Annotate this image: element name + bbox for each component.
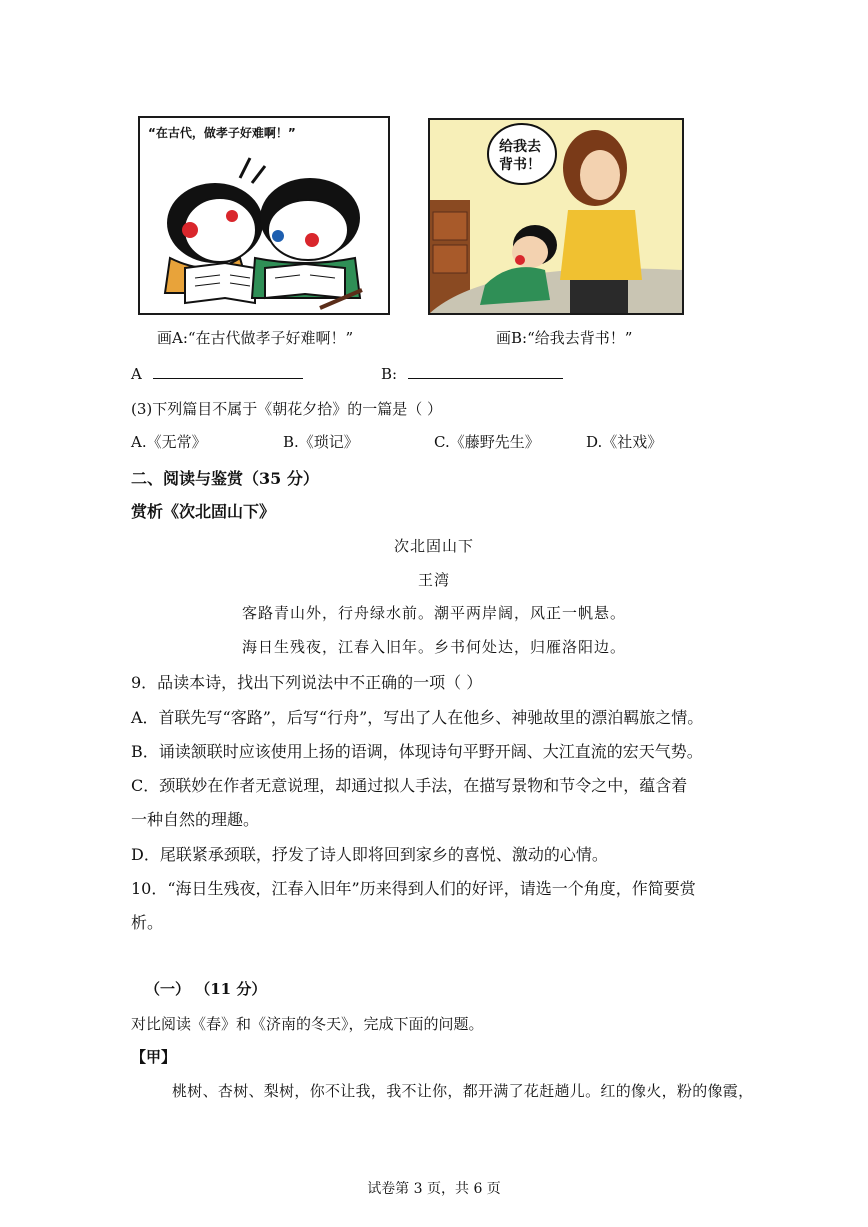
answer-blank-b-label: B:	[381, 365, 398, 383]
q9-option-d: D．尾联紧承颈联，抒发了诗人即将回到家乡的喜悦、激动的心情。	[131, 845, 608, 864]
panel-a-illustration	[140, 118, 388, 313]
panel-b-speech-line2: 背书！	[499, 157, 541, 173]
q9-option-c-line2: 一种自然的理趣。	[131, 810, 260, 829]
q10-line2: 析。	[131, 913, 164, 932]
panel-b-speech-line1: 给我去	[499, 139, 541, 155]
answer-blank-a	[131, 364, 303, 383]
comic-panel-b	[428, 118, 684, 315]
section-subheading: 赏析《次北固山下》	[131, 502, 276, 521]
q9-stem: 9．品读本诗，找出下列说法中不正确的一项（ ）	[131, 673, 483, 692]
panel-a-caption: 画A:“在古代做孝子好难啊！”	[157, 329, 354, 347]
part1-intro: 对比阅读《春》和《济南的冬天》，完成下面的问题。	[131, 1015, 484, 1033]
q10-line1: 10．“海日生残夜，江春入旧年”历来得到人们的好评，请选一个角度，作简要赏	[131, 879, 696, 898]
poem-title: 次北固山下	[393, 537, 474, 555]
section-heading: 二、阅读与鉴赏（35 分）	[131, 469, 319, 488]
q9-option-a: A．首联先写“客路”，后写“行舟”，写出了人在他乡、神驰故里的漂泊羁旅之情。	[131, 708, 704, 727]
comic-panel-a	[138, 116, 390, 315]
part1-text: 桃树、杏树、梨树，你不让我，我不让你，都开满了花赶趟儿。红的像火，粉的像霞，	[172, 1082, 754, 1100]
answer-line-a[interactable]	[153, 364, 303, 379]
q3-option-d: D.《社戏》	[586, 433, 663, 451]
page-footer: 试卷第 3 页，共 6 页	[367, 1181, 501, 1197]
q9-option-b: B．诵读颔联时应该使用上扬的语调，体现诗句平野开阔、大江直流的宏天气势。	[131, 742, 703, 761]
poem-line-1: 客路青山外，行舟绿水前。潮平两岸阔，风正一帆悬。	[241, 604, 626, 622]
poem-author: 王湾	[417, 571, 450, 589]
q3-option-c: C.《藤野先生》	[434, 433, 540, 451]
poem-line-2: 海日生残夜，江春入旧年。乡书何处达，归雁洛阳边。	[241, 638, 626, 656]
panel-b-illustration	[430, 120, 682, 313]
q3-stem: (3)下列篇目不属于《朝花夕拾》的一篇是（ ）	[131, 400, 443, 418]
answer-blank-a-label: A	[131, 365, 142, 383]
panel-a-speech: “在古代，做孝子好难啊！”	[148, 126, 296, 140]
panel-b-caption: 画B:“给我去背书！”	[496, 329, 633, 347]
q3-option-b: B.《琐记》	[283, 433, 359, 451]
part1-heading: （一） （11 分）	[145, 980, 267, 998]
q3-option-a: A.《无常》	[131, 433, 207, 451]
answer-line-b[interactable]	[408, 364, 563, 379]
answer-blank-b	[381, 364, 563, 383]
q9-option-c-line1: C．颈联妙在作者无意说理，却通过拟人手法，在描写景物和节令之中，蕴含着	[131, 776, 688, 795]
part1-label: 【甲】	[131, 1048, 177, 1066]
